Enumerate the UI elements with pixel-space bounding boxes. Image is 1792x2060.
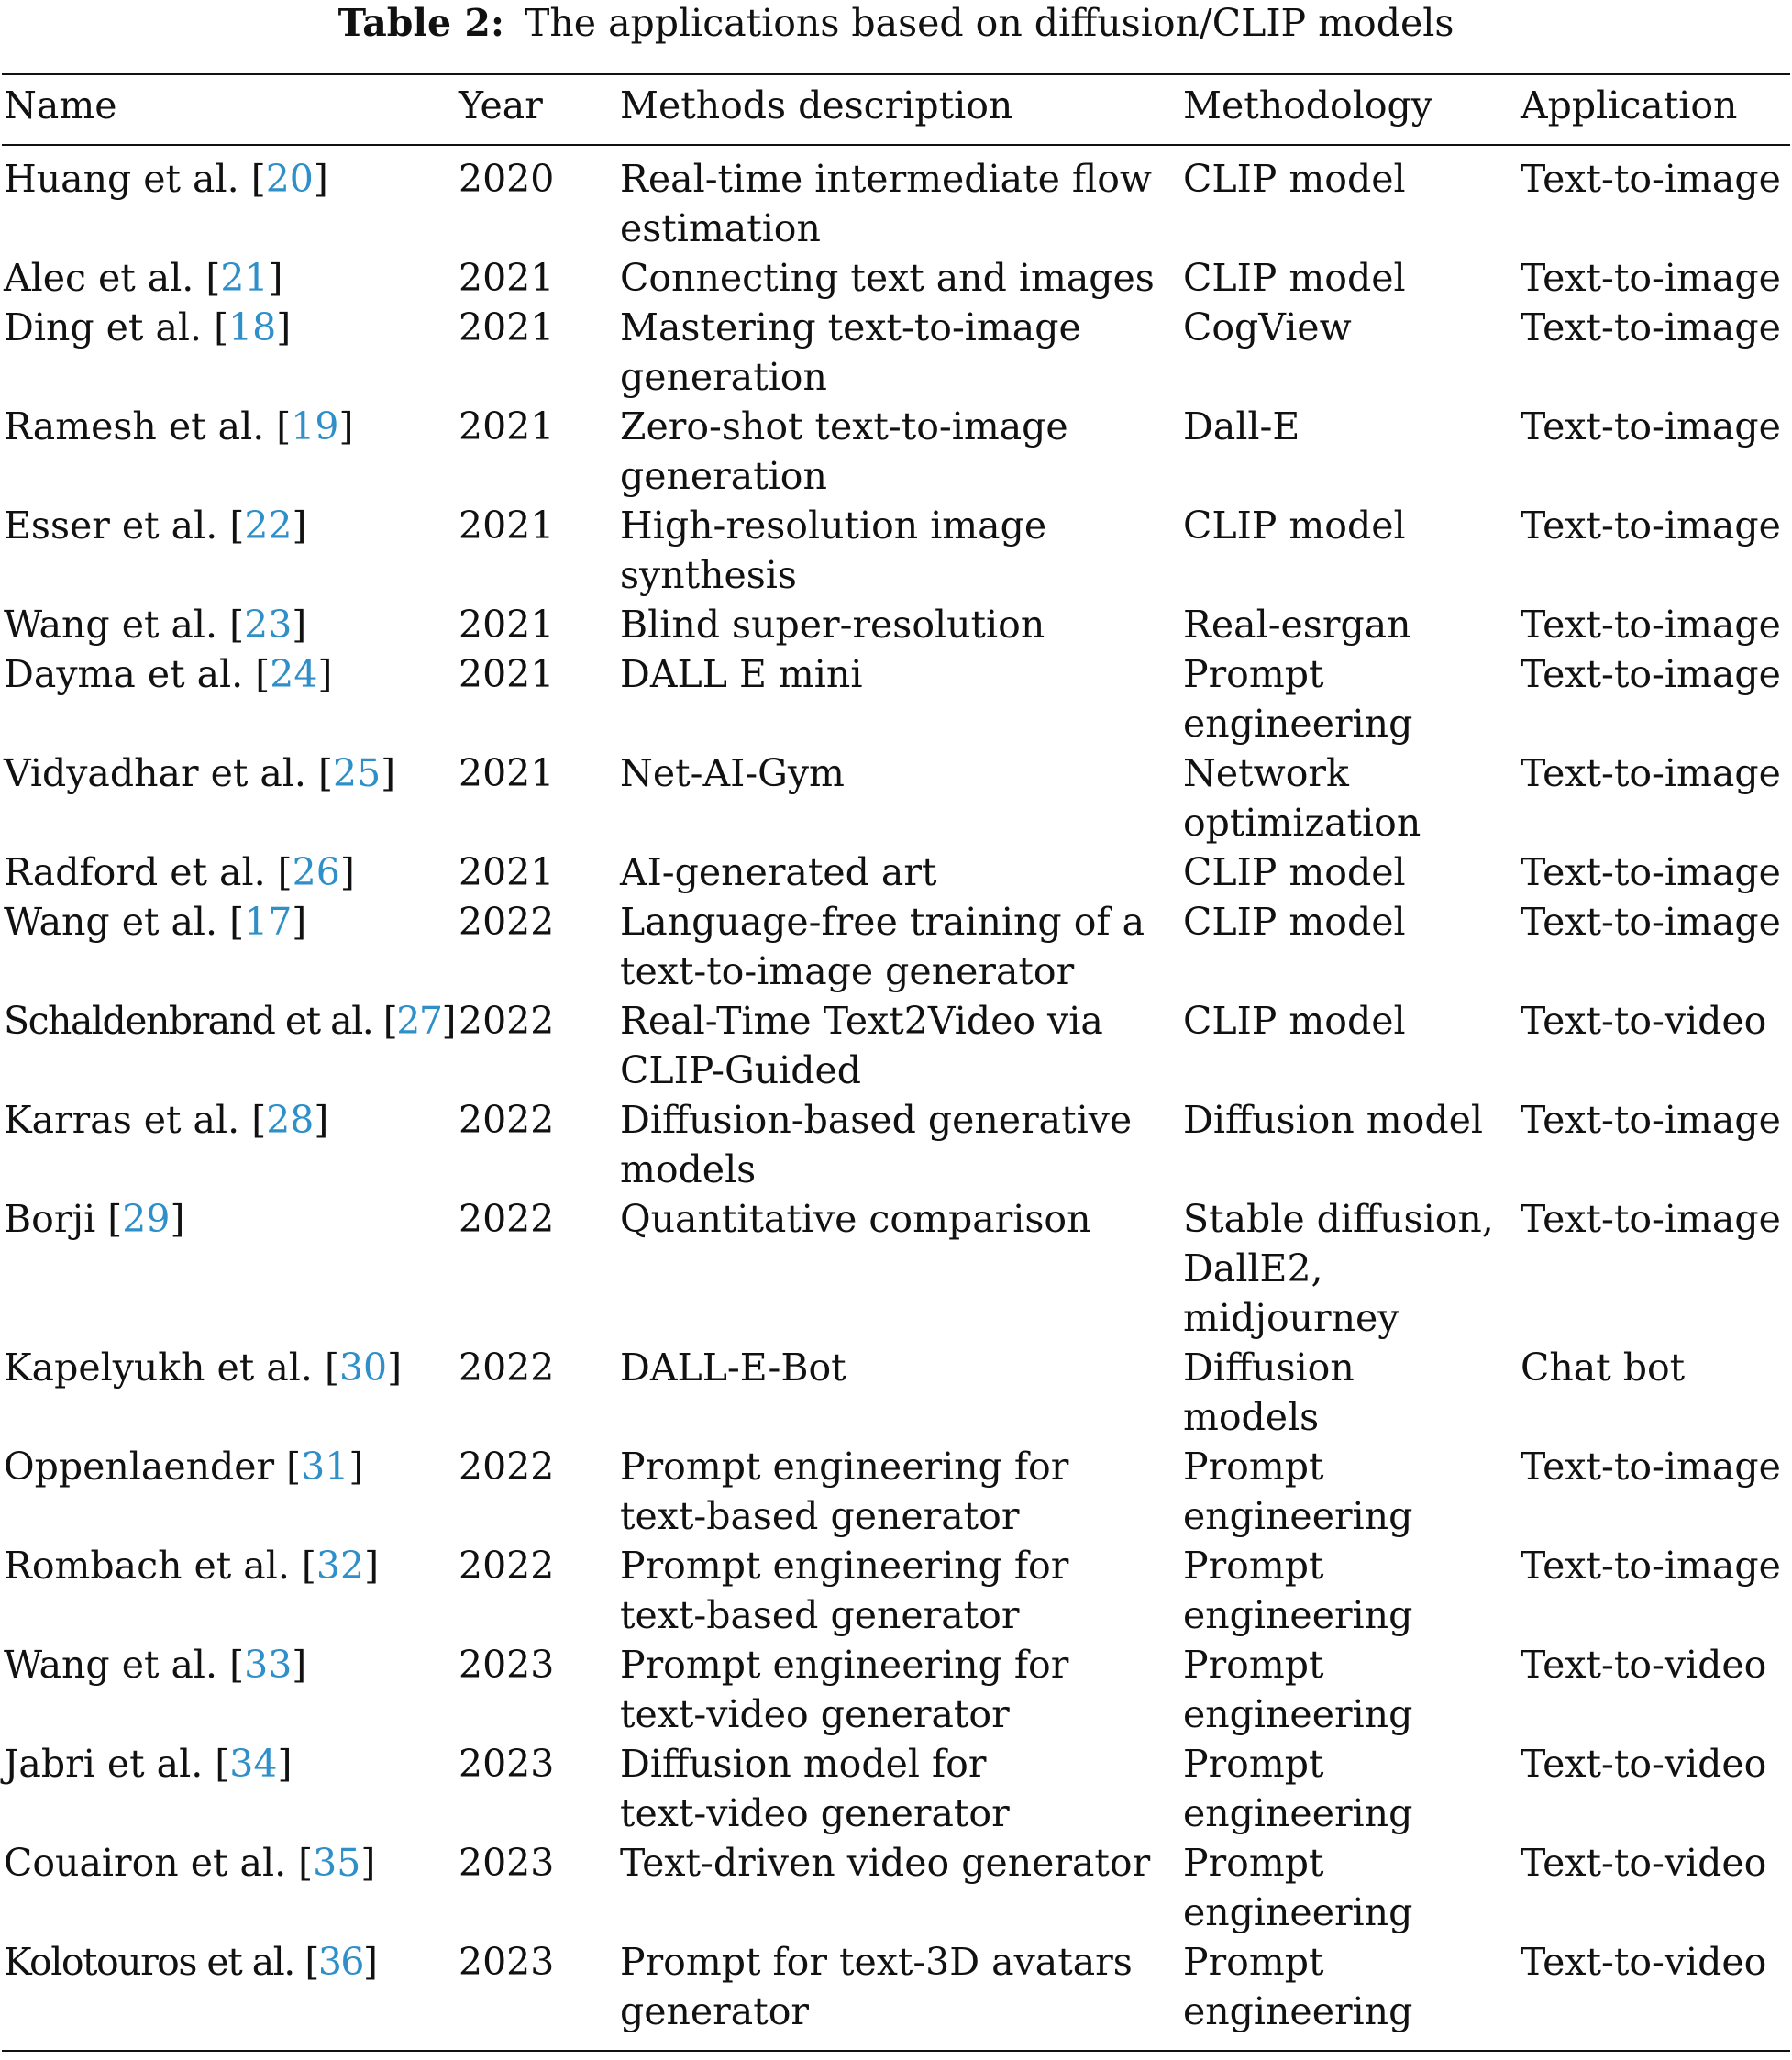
table-row	[0, 303, 1792, 402]
methodology-line: DallE2,	[1183, 1246, 1323, 1290]
methodology-line: engineering	[1183, 1890, 1413, 1934]
methodology-line: CogView	[1183, 305, 1352, 349]
cell-methods-description	[620, 154, 1170, 253]
table-row	[0, 897, 1792, 996]
cell-application: Text-to-video	[1521, 1643, 1767, 1687]
description-line: DALL E mini	[620, 652, 863, 696]
description-line: Real-time intermediate flow	[620, 157, 1153, 201]
cell-application: Text-to-video	[1521, 999, 1767, 1043]
reference-link[interactable]: 23	[244, 603, 293, 647]
table-row	[0, 1937, 1792, 2036]
description-line: Language-free training of a	[620, 900, 1145, 944]
cell-methodology	[1183, 1838, 1522, 1937]
cell-name: Ding et al. [18]	[4, 305, 292, 349]
cell-year: 2022	[459, 1197, 555, 1241]
cell-application: Text-to-video	[1521, 1841, 1767, 1885]
methodology-line: CLIP model	[1183, 900, 1406, 944]
author-text: Rombach et al.	[4, 1544, 290, 1588]
table-bottom-rule	[2, 2050, 1790, 2052]
cell-application: Text-to-video	[1521, 1742, 1767, 1786]
cell-year: 2021	[459, 404, 555, 449]
methodology-line: Diffusion	[1183, 1346, 1355, 1390]
table-caption	[0, 0, 1792, 50]
author-text: Ding et al.	[4, 305, 203, 349]
reference-link[interactable]: 31	[301, 1445, 349, 1489]
methodology-line: CLIP model	[1183, 999, 1406, 1043]
cell-methodology	[1183, 402, 1522, 451]
cell-methods-description	[620, 897, 1170, 996]
description-line: generation	[620, 355, 827, 399]
cell-year: 2022	[459, 999, 555, 1043]
table-row	[0, 402, 1792, 501]
description-line: Prompt for text-3D avatars	[620, 1940, 1133, 1984]
description-line: text-based generator	[620, 1494, 1020, 1538]
cell-methods-description	[620, 1095, 1170, 1194]
cell-methods-description	[620, 1937, 1170, 2036]
table-row	[0, 1194, 1792, 1343]
cell-year: 2020	[459, 157, 555, 201]
methodology-line: CLIP model	[1183, 256, 1406, 300]
cell-methods-description	[620, 253, 1170, 303]
table-header-row	[0, 79, 1792, 138]
description-line: generator	[620, 1989, 809, 2033]
methodology-line: CLIP model	[1183, 157, 1406, 201]
description-line: AI-generated art	[620, 850, 937, 894]
cell-methodology	[1183, 1442, 1522, 1541]
cell-methods-description	[620, 1194, 1170, 1244]
table-row	[0, 1343, 1792, 1442]
cell-year: 2021	[459, 305, 555, 349]
author-text: Wang et al.	[4, 900, 218, 944]
cell-methodology	[1183, 1194, 1522, 1343]
cell-name: Borji [29]	[4, 1197, 185, 1241]
methodology-line: engineering	[1183, 1593, 1413, 1637]
cell-year: 2021	[459, 751, 555, 795]
methodology-line: Prompt	[1183, 1940, 1324, 1984]
cell-name: Kolotouros et al. [36]	[4, 1940, 377, 1984]
cell-application: Text-to-image	[1521, 404, 1781, 449]
author-text: Kolotouros et al.	[4, 1940, 294, 1984]
cell-name: Karras et al. [28]	[4, 1098, 329, 1142]
cell-year: 2022	[459, 900, 555, 944]
author-text: Radford et al.	[4, 850, 266, 894]
cell-methodology	[1183, 600, 1522, 649]
description-line: Prompt engineering for	[620, 1445, 1069, 1489]
methodology-line: CLIP model	[1183, 850, 1406, 894]
author-text: Wang et al.	[4, 1643, 218, 1687]
column-header-name: Name	[4, 83, 117, 127]
reference-link[interactable]: 29	[122, 1197, 171, 1241]
reference-link[interactable]: 26	[292, 850, 340, 894]
cell-methods-description	[620, 996, 1170, 1095]
description-line: Prompt engineering for	[620, 1544, 1069, 1588]
cell-name: Huang et al. [20]	[4, 157, 328, 201]
cell-application: Text-to-image	[1521, 305, 1781, 349]
author-text: Schaldenbrand et al.	[4, 999, 373, 1043]
methodology-line: Prompt	[1183, 652, 1324, 696]
cell-application: Text-to-image	[1521, 157, 1781, 201]
reference-link[interactable]: 36	[317, 1940, 363, 1984]
author-text: Karras et al.	[4, 1098, 240, 1142]
cell-application: Text-to-image	[1521, 504, 1781, 548]
methodology-line: engineering	[1183, 1494, 1413, 1538]
cell-year: 2022	[459, 1544, 555, 1588]
description-line: Zero-shot text-to-image	[620, 404, 1068, 449]
reference-link[interactable]: 22	[244, 504, 293, 548]
table-row	[0, 154, 1792, 253]
reference-link[interactable]: 27	[396, 999, 442, 1043]
table-row	[0, 1838, 1792, 1937]
column-header-methods-description: Methods description	[620, 83, 1013, 127]
reference-link[interactable]: 17	[244, 900, 293, 944]
cell-name: Wang et al. [17]	[4, 900, 307, 944]
table-row	[0, 1095, 1792, 1194]
cell-year: 2022	[459, 1445, 555, 1489]
cell-methodology	[1183, 1343, 1522, 1442]
author-text: Huang et al.	[4, 157, 239, 201]
description-line: Blind super-resolution	[620, 603, 1045, 647]
cell-methodology	[1183, 649, 1522, 748]
cell-year: 2023	[459, 1940, 555, 1984]
methodology-line: Prompt	[1183, 1445, 1324, 1489]
reference-link[interactable]: 35	[313, 1841, 361, 1885]
cell-name: Dayma et al. [24]	[4, 652, 333, 696]
table-row	[0, 1640, 1792, 1739]
methodology-line: Prompt	[1183, 1841, 1324, 1885]
cell-application: Text-to-image	[1521, 1098, 1781, 1142]
cell-methods-description	[620, 649, 1170, 699]
cell-application: Text-to-image	[1521, 652, 1781, 696]
table-row	[0, 847, 1792, 897]
author-text: Couairon et al.	[4, 1841, 287, 1885]
cell-name: Wang et al. [23]	[4, 603, 307, 647]
reference-link[interactable]: 30	[338, 1346, 388, 1390]
methodology-line: Dall-E	[1183, 404, 1300, 449]
table-row	[0, 1442, 1792, 1541]
cell-year: 2021	[459, 603, 555, 647]
author-text: Alec et al.	[4, 256, 194, 300]
cell-methodology	[1183, 847, 1522, 897]
cell-year: 2021	[459, 850, 555, 894]
table-row	[0, 1739, 1792, 1838]
cell-methodology	[1183, 253, 1522, 303]
methodology-line: Diffusion model	[1183, 1098, 1483, 1142]
author-text: Wang et al.	[4, 603, 218, 647]
cell-application: Text-to-image	[1521, 603, 1781, 647]
cell-name: Rombach et al. [32]	[4, 1544, 380, 1588]
description-line: Mastering text-to-image	[620, 305, 1081, 349]
description-line: text-video generator	[620, 1692, 1010, 1736]
cell-year: 2021	[459, 652, 555, 696]
cell-name: Couairon et al. [35]	[4, 1841, 376, 1885]
cell-application: Text-to-image	[1521, 850, 1781, 894]
methodology-line: Real-esrgan	[1183, 603, 1411, 647]
author-text: Kapelyukh et al.	[4, 1346, 313, 1390]
reference-link[interactable]: 18	[228, 305, 277, 349]
cell-application: Text-to-video	[1521, 1940, 1767, 1984]
description-line: Prompt engineering for	[620, 1643, 1069, 1687]
table-row	[0, 748, 1792, 847]
cell-year: 2023	[459, 1643, 555, 1687]
cell-application: Text-to-image	[1521, 900, 1781, 944]
cell-application: Chat bot	[1521, 1346, 1686, 1390]
column-header-methodology: Methodology	[1183, 83, 1432, 127]
cell-methods-description	[620, 1838, 1170, 1888]
description-line: text-based generator	[620, 1593, 1020, 1637]
cell-methods-description	[620, 1640, 1170, 1739]
description-line: Diffusion model for	[620, 1742, 987, 1786]
author-text: Oppenlaender	[4, 1445, 275, 1489]
cell-name: Oppenlaender [31]	[4, 1445, 364, 1489]
cell-application: Text-to-image	[1521, 1197, 1781, 1241]
description-line: generation	[620, 454, 827, 498]
cell-methodology	[1183, 154, 1522, 204]
cell-name: Kapelyukh et al. [30]	[4, 1346, 403, 1390]
cell-year: 2023	[459, 1841, 555, 1885]
description-line: Connecting text and images	[620, 256, 1155, 300]
cell-year: 2022	[459, 1346, 555, 1390]
methodology-line: CLIP model	[1183, 504, 1406, 548]
description-line: Text-driven video generator	[620, 1841, 1151, 1885]
cell-year: 2022	[459, 1098, 555, 1142]
description-line: synthesis	[620, 553, 797, 597]
cell-methodology	[1183, 1095, 1522, 1145]
reference-link[interactable]: 25	[332, 751, 382, 795]
description-line: Net-AI-Gym	[620, 751, 845, 795]
cell-methodology	[1183, 897, 1522, 947]
cell-application: Text-to-image	[1521, 256, 1781, 300]
author-text: Dayma et al.	[4, 652, 244, 696]
methodology-line: Prompt	[1183, 1742, 1324, 1786]
cell-methods-description	[620, 1739, 1170, 1838]
reference-link[interactable]: 19	[291, 404, 339, 449]
cell-methods-description	[620, 600, 1170, 649]
cell-name: Ramesh et al. [19]	[4, 404, 354, 449]
cell-methods-description	[620, 402, 1170, 501]
table-caption-label: Table 2:	[337, 1, 505, 45]
cell-year: 2021	[459, 504, 555, 548]
description-line: DALL-E-Bot	[620, 1346, 846, 1390]
reference-link[interactable]: 20	[265, 157, 314, 201]
table-row	[0, 600, 1792, 649]
author-text: Ramesh et al.	[4, 404, 265, 449]
methodology-line: optimization	[1183, 801, 1421, 845]
table-top-rule	[2, 73, 1790, 75]
reference-link[interactable]: 24	[270, 652, 318, 696]
author-text: Esser et al.	[4, 504, 218, 548]
table-header-rule	[2, 144, 1790, 146]
column-header-application: Application	[1521, 83, 1738, 127]
reference-link[interactable]: 21	[220, 256, 269, 300]
author-text: Jabri et al.	[4, 1742, 204, 1786]
cell-application: Text-to-image	[1521, 1544, 1781, 1588]
description-line: High-resolution image	[620, 504, 1047, 548]
cell-methods-description	[620, 1541, 1170, 1640]
cell-application: Text-to-image	[1521, 751, 1781, 795]
methodology-line: midjourney	[1183, 1296, 1399, 1340]
description-line: CLIP-Guided	[620, 1048, 862, 1092]
description-line: Diffusion-based generative	[620, 1098, 1133, 1142]
methodology-line: engineering	[1183, 702, 1413, 746]
cell-methodology	[1183, 1739, 1522, 1838]
table-caption-text: The applications based on diffusion/CLIP models	[525, 1, 1455, 45]
cell-name: Radford et al. [26]	[4, 850, 355, 894]
cell-methodology	[1183, 748, 1522, 847]
cell-name: Alec et al. [21]	[4, 256, 283, 300]
cell-application: Text-to-image	[1521, 1445, 1781, 1489]
reference-link[interactable]: 28	[266, 1098, 315, 1142]
reference-link[interactable]: 34	[229, 1742, 278, 1786]
description-line: text-video generator	[620, 1791, 1010, 1835]
cell-methods-description	[620, 303, 1170, 402]
cell-name: Schaldenbrand et al. [27]	[4, 999, 455, 1043]
methodology-line: Stable diffusion,	[1183, 1197, 1494, 1241]
cell-methods-description	[620, 1343, 1170, 1392]
cell-methodology	[1183, 1541, 1522, 1640]
methodology-line: models	[1183, 1395, 1320, 1439]
table-row	[0, 253, 1792, 303]
cell-name: Esser et al. [22]	[4, 504, 307, 548]
cell-methodology	[1183, 1640, 1522, 1739]
table-row	[0, 501, 1792, 600]
description-line: text-to-image generator	[620, 949, 1075, 993]
description-line: estimation	[620, 206, 821, 250]
methodology-line: engineering	[1183, 1791, 1413, 1835]
description-line: models	[620, 1147, 757, 1191]
methodology-line: engineering	[1183, 1692, 1413, 1736]
methodology-line: Prompt	[1183, 1544, 1324, 1588]
cell-methodology	[1183, 996, 1522, 1046]
column-header-year: Year	[459, 83, 543, 127]
cell-name: Wang et al. [33]	[4, 1643, 307, 1687]
cell-methodology	[1183, 1937, 1522, 2036]
methodology-line: Network	[1183, 751, 1349, 795]
author-text: Borji	[4, 1197, 96, 1241]
cell-methods-description	[620, 748, 1170, 798]
cell-year: 2023	[459, 1742, 555, 1786]
reference-link[interactable]: 33	[244, 1643, 293, 1687]
author-text: Vidyadhar et al.	[4, 751, 306, 795]
cell-methods-description	[620, 847, 1170, 897]
table-row	[0, 996, 1792, 1095]
cell-name: Jabri et al. [34]	[4, 1742, 293, 1786]
cell-methodology	[1183, 501, 1522, 550]
cell-name: Vidyadhar et al. [25]	[4, 751, 396, 795]
table-row	[0, 1541, 1792, 1640]
cell-methods-description	[620, 1442, 1170, 1541]
description-line: Quantitative comparison	[620, 1197, 1091, 1241]
description-line: Real-Time Text2Video via	[620, 999, 1103, 1043]
reference-link[interactable]: 32	[315, 1544, 365, 1588]
cell-methods-description	[620, 501, 1170, 600]
cell-year: 2021	[459, 256, 555, 300]
methodology-line: Prompt	[1183, 1643, 1324, 1687]
table-row	[0, 649, 1792, 748]
methodology-line: engineering	[1183, 1989, 1413, 2033]
cell-methodology	[1183, 303, 1522, 352]
